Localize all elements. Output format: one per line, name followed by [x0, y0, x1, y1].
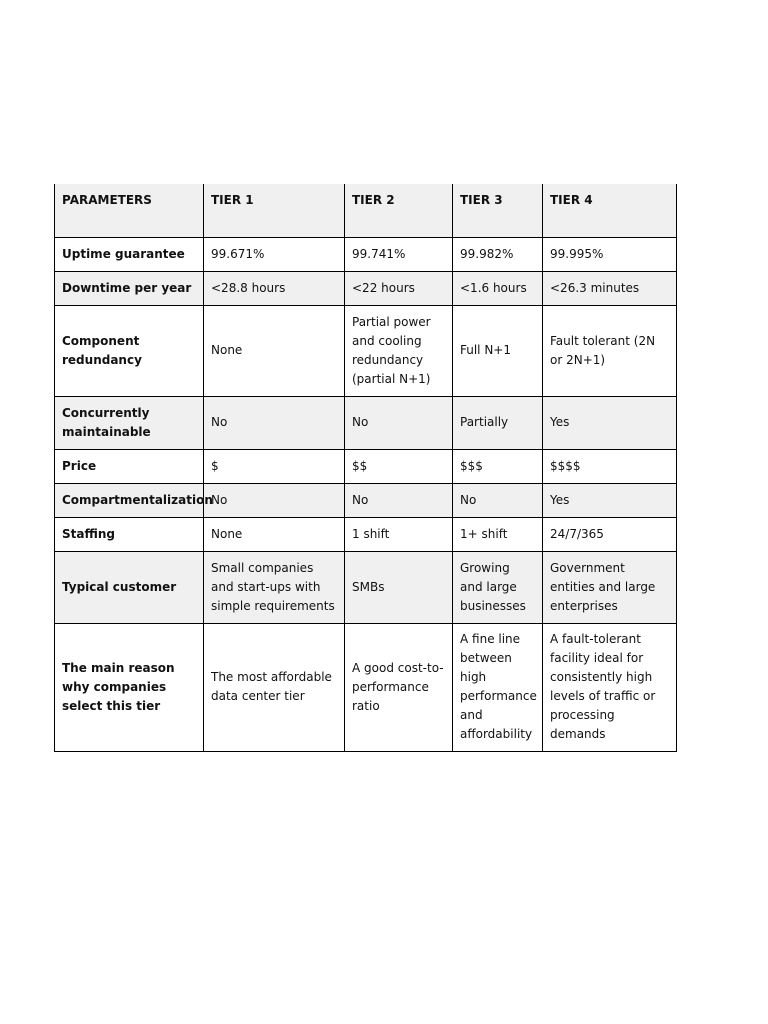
cell-tier-1: Small companies and start-ups with simple requirements — [204, 551, 345, 623]
cell-tier-1: No — [204, 396, 345, 449]
cell-tier-4: 99.995% — [543, 237, 677, 271]
cell-tier-3: Growing and large businesses — [453, 551, 543, 623]
table-row-downtime-per-year — [55, 271, 677, 305]
cell-tier-2: <22 hours — [345, 271, 453, 305]
table-row-uptime-guarantee — [55, 237, 677, 271]
cell-tier-3: $$$ — [453, 449, 543, 483]
row-label: Concurrently maintainable — [55, 396, 204, 449]
cell-tier-1: <28.8 hours — [204, 271, 345, 305]
header-tier-2: TIER 2 — [345, 184, 453, 237]
cell-tier-3: <1.6 hours — [453, 271, 543, 305]
row-label: Compartmentalization — [55, 483, 204, 517]
header-tier-4: TIER 4 — [543, 184, 677, 237]
cell-tier-1: The most affordable data center tier — [204, 623, 345, 751]
table-row-main-reason — [55, 623, 677, 751]
header-tier-1: TIER 1 — [204, 184, 345, 237]
cell-tier-1: None — [204, 305, 345, 396]
cell-tier-4: A fault-tolerant facility ideal for consistently high levels of traffic or processing demands — [543, 623, 677, 751]
cell-tier-4: Fault tolerant (2N or 2N+1) — [543, 305, 677, 396]
table-row-compartmentalization — [55, 483, 677, 517]
row-label: Downtime per year — [55, 271, 204, 305]
cell-tier-4: Yes — [543, 396, 677, 449]
cell-tier-4: Yes — [543, 483, 677, 517]
row-label: The main reason why companies select this tier — [55, 623, 204, 751]
cell-tier-3: No — [453, 483, 543, 517]
tier-comparison-table — [54, 184, 677, 752]
cell-tier-2: SMBs — [345, 551, 453, 623]
cell-tier-4: $$$$ — [543, 449, 677, 483]
cell-tier-4: 24/7/365 — [543, 517, 677, 551]
row-label: Typical customer — [55, 551, 204, 623]
cell-tier-3: 99.982% — [453, 237, 543, 271]
table-row-price — [55, 449, 677, 483]
header-parameters: PARAMETERS — [55, 184, 204, 237]
row-label: Price — [55, 449, 204, 483]
row-label: Uptime guarantee — [55, 237, 204, 271]
table-row-staffing — [55, 517, 677, 551]
row-label: Staffing — [55, 517, 204, 551]
cell-tier-3: Full N+1 — [453, 305, 543, 396]
row-label: Component redundancy — [55, 305, 204, 396]
cell-tier-3: Partially — [453, 396, 543, 449]
cell-tier-2: 1 shift — [345, 517, 453, 551]
cell-tier-1: No — [204, 483, 345, 517]
cell-tier-2: A good cost-to-performance ratio — [345, 623, 453, 751]
cell-tier-1: None — [204, 517, 345, 551]
cell-tier-4: Government entities and large enterprises — [543, 551, 677, 623]
cell-tier-2: No — [345, 396, 453, 449]
table-row-concurrently-maintainable — [55, 396, 677, 449]
cell-tier-1: 99.671% — [204, 237, 345, 271]
cell-tier-2: $$ — [345, 449, 453, 483]
header-tier-3: TIER 3 — [453, 184, 543, 237]
cell-tier-4: <26.3 minutes — [543, 271, 677, 305]
table-row-typical-customer — [55, 551, 677, 623]
cell-tier-1: $ — [204, 449, 345, 483]
cell-tier-2: 99.741% — [345, 237, 453, 271]
cell-tier-2: No — [345, 483, 453, 517]
cell-tier-3: A fine line between high performance and affordability — [453, 623, 543, 751]
table-header-row — [55, 184, 677, 237]
cell-tier-3: 1+ shift — [453, 517, 543, 551]
cell-tier-2: Partial power and cooling redundancy (partial N+1) — [345, 305, 453, 396]
table-row-component-redundancy — [55, 305, 677, 396]
